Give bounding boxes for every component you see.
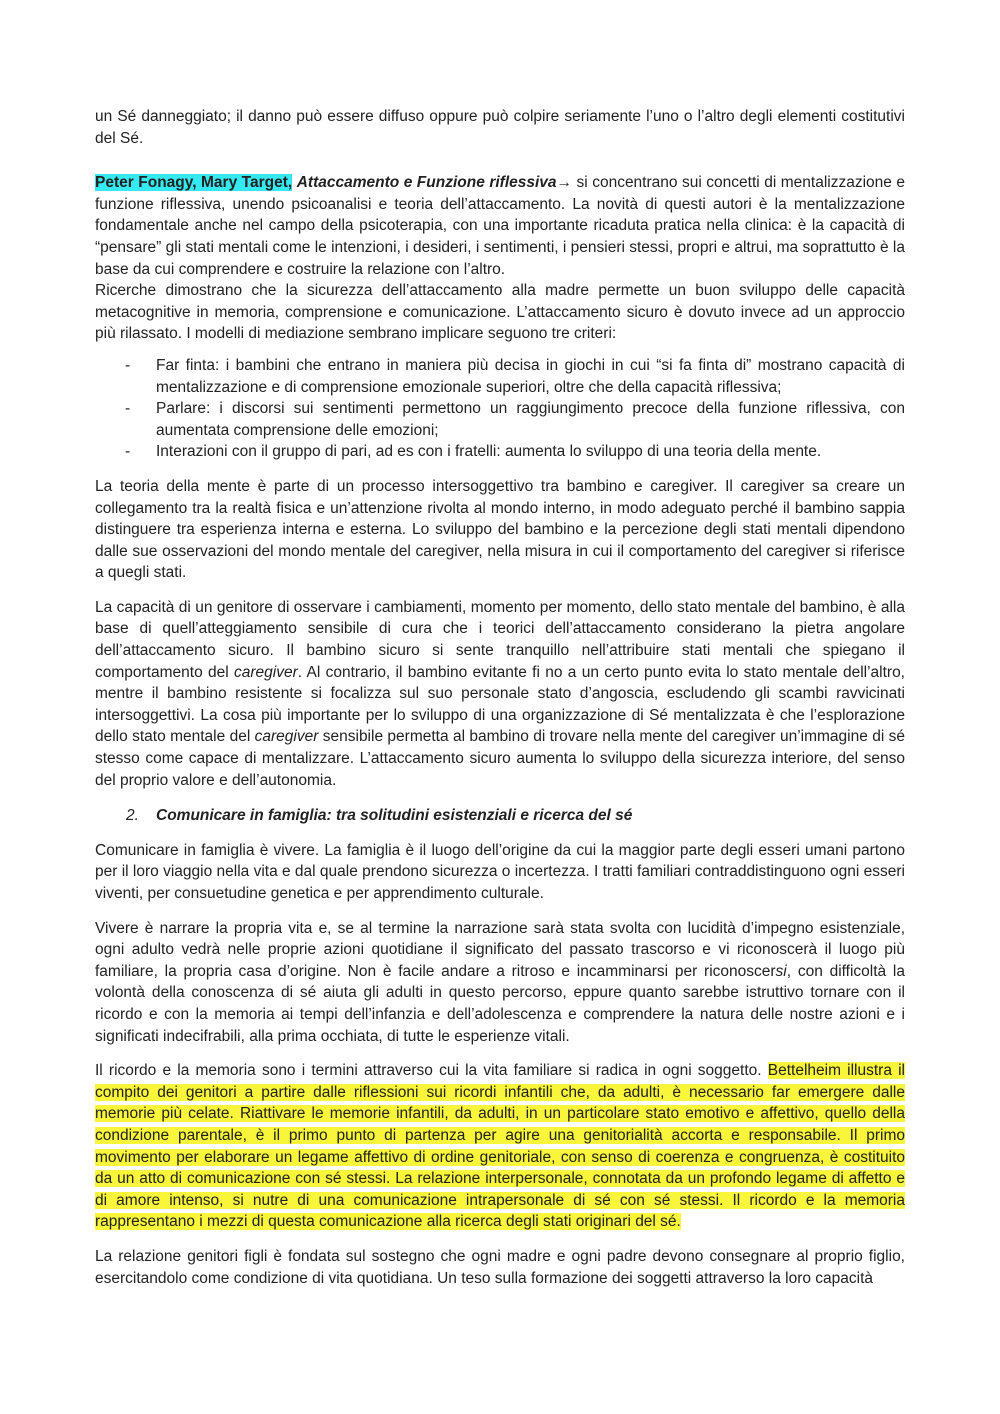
text-run: Il ricordo e la memoria sono i termini attraverso cui la vita familiare si radica in ogni soggetto.	[95, 1062, 768, 1080]
list-item-text: Interazioni con il gruppo di pari, ad es con i fratelli: aumenta lo sviluppo di una teoria della mente.	[156, 443, 822, 461]
list-item	[95, 441, 905, 463]
italic-term: caregiver	[234, 663, 298, 681]
work-title: Attaccamento e Funzione riflessiva	[296, 174, 557, 192]
paragraph-vivere	[95, 918, 905, 1048]
text-run: sensibile permetta al bambino di trovare nella mente del caregiver un’immagine di sé stesso come capace di mentalizzare. L’attaccamento sicuro aumenta lo sviluppo della sicurezza interiore, del senso del proprio valore e dell’autonomia.	[95, 728, 906, 789]
list-dash: -	[125, 443, 131, 461]
paragraph-1: un Sé danneggiato; il danno può essere diffuso oppure può colpire seriamente l’uno o l’altro degli elementi costitutivi del Sé.	[95, 108, 905, 147]
arrow-icon: →	[556, 174, 573, 192]
section-title: Comunicare in famiglia: tra solitudini esistenziali e ricerca del sé	[156, 807, 633, 825]
text-run: La capacità di un genitore di osservare i cambiamenti, momento per momento, dello stato mentale del bambino, è alla base di quell’atteggiamento sensibile di cura che i teorici dell’attaccamento considerano la pietra angolare dell’attaccamento sicuro. Il bambino sicuro si sente tranquillo nell’attribuire stati mentali che spiegano il comportamento del	[95, 598, 905, 681]
italic-term: caregiver	[254, 728, 319, 746]
list-dash: -	[125, 400, 131, 418]
paragraph-ricerche: Ricerche dimostrano che la sicurezza dell’attaccamento alla madre permette un buon sviluppo delle capacità metacognitive in memoria, comprensione e comunicazione. L’attaccamento sicuro è dovuto invece ad un approccio più rilassato. I modelli di mediazione sembrano implicare seguono tre criteri:	[95, 282, 905, 343]
list-item	[95, 398, 905, 441]
list-item-text: Far finta: i bambini che entrano in maniera più decisa in giochi in cui “si fa finta di” mostrano capacità di mentalizzazione e di comprensione emozionale superiori, oltre che della capacità riflessiva;	[156, 356, 905, 396]
text-run: . Al contrario, il bambino evitante fi no a un certo punto evita lo stato mentale dell’altro, mentre il bambino resistente si focalizza sul suo personale stato d’angoscia, escludendo gli scambi ravvicinati intersoggettivi. La cosa più importante per lo sviluppo di una organizzazione di Sé mentalizzata è che l’esplorazione dello stato mentale del	[95, 663, 905, 746]
list-item	[95, 355, 905, 398]
section-number: 2.	[126, 807, 139, 825]
text-run: , con difficoltà la volontà della conoscenza di sé aiuta gli adulti in questo percorso, eppure quanto sarebbe istruttivo tornare con il ricordo e con la memoria ai tempi dell’infanzia e dell’adolescenza e comprendere la natura delle nostre azioni e i significati indecifrabili, alla prima occhiata, di tutte le esperienze vitali.	[95, 962, 905, 1045]
paragraph-relazione: La relazione genitori figli è fondata sul sostegno che ogni madre e ogni padre devono consegnare al proprio figlio, esercitandolo come condizione di vita quotidiana. Un teso sulla formazione dei soggetti attraverso la loro capacità	[95, 1247, 905, 1287]
highlighted-authors: Peter Fonagy, Mary Target,	[95, 174, 293, 192]
paragraph-teoria-mente: La teoria della mente è parte di un processo intersoggettivo tra bambino e caregiver. Il caregiver sa creare un collegamento tra la realtà fisica e un’attenzione rivolta al mondo interno, in modo adeguato perché il bambino sappia distinguere tra esperienza interna e esterna. Lo sviluppo del bambino e la percezione degli stati mentali dipendono dalle sue osservazioni del mondo mentale del caregiver, nella misura in cui il comportamento del caregiver si riferisce a quegli stati.	[95, 477, 905, 582]
paragraph-capacita-genitore	[95, 597, 905, 791]
criteria-list	[95, 355, 905, 463]
list-dash: -	[125, 356, 131, 374]
section-heading	[95, 805, 905, 827]
paragraph-fonagy	[95, 172, 905, 280]
highlighted-passage: Bettelheim illustra il compito dei genitori a partire dalle riflessioni sui ricordi infantili che, da adulti, è necessario far emergere dalle memorie più celate. Riattivare le memorie infantili, da adulti, in un particolare stato emotivo e affettivo, quello della condizione parentale, è il primo punto di partenza per agire una genitorialità accorta e responsabile. Il primo movimento per elaborare un legame affettivo di ordine genitoriale, con senso di coerenza e congruenza, è costituito da un atto di comunicazione con sé stessi. La relazione interpersonale, connotata da un profondo legame di affetto e di amore intenso, si nutre di una comunicazione intrapersonale di sé con sé stessi. Il ricordo e la memoria rappresentano i mezzi di questa comunicazione alla ricerca degli stati originari del sé.	[95, 1062, 905, 1231]
list-item-text: Parlare: i discorsi sui sentimenti permettono un raggiungimento precoce della funzione riflessiva, con aumentata comprensione delle emozioni;	[156, 400, 905, 439]
paragraph-comunicare: Comunicare in famiglia è vivere. La famiglia è il luogo dell’origine da cui la maggior parte degli esseri umani partono per il loro viaggio nella vita e dal quale prendono sicurezza o incertezza. I tratti familiari contraddistinguono ogni esseri viventi, per consuetudine genetica e per apprendimento culturale.	[95, 841, 905, 902]
paragraph-fonagy-text: si concentrano sui concetti di mentalizzazione e funzione riflessiva, unendo psicoanalisi e teoria dell’attaccamento. La novità di questi autori è la mentalizzazione fondamentale anche nel campo della psicoterapia, con una importante ricaduta pratica nella clinica: è la capacità di “pensare” gli stati mentali come le intenzioni, i desideri, i sentimenti, i pensieri stessi, propri e altrui, ma soprattutto è la base da cui comprendere e costruire la relazione con l’altro.	[95, 174, 905, 278]
text-run: Vivere è narrare la propria vita e, se al termine la narrazione sarà stata svolta con lucidità d’impegno esistenziale, ogni adulto vedrà nelle proprie azioni quotidiane il significato del passato trascorso e vi riconoscerà il luogo più familiare, la propria casa d’origine. Non è facile andare a ritroso e incamminarsi per riconoscer	[95, 919, 905, 980]
paragraph-ricordo	[95, 1060, 905, 1233]
italic-term: si	[775, 962, 787, 980]
